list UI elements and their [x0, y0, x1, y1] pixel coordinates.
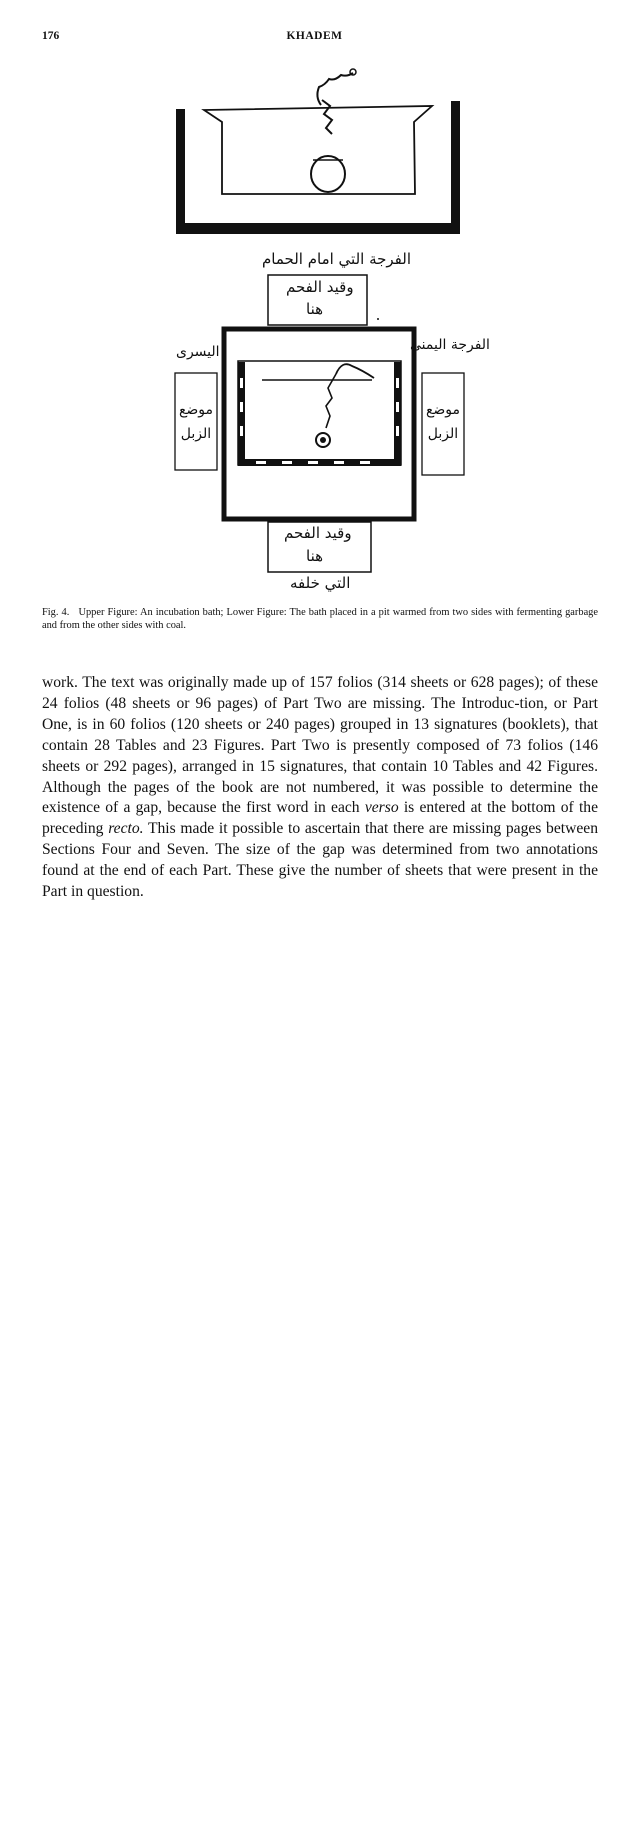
caption-text: Upper Figure: An incubation bath; Lower Figure: The bath placed in a pit warmed from two sides with fermenting garbage and from the other sides with coal. — [42, 607, 598, 631]
caption-number: Fig. 4. — [42, 607, 70, 618]
label-top-here: هنا — [306, 300, 324, 318]
label-top-opening: الفرجة التي امام الحمام — [262, 250, 411, 268]
figure-caption — [42, 606, 598, 632]
label-bottom-fire-box: وقيد الفحم — [284, 524, 352, 542]
label-right-dung: موضع الزبل — [425, 402, 461, 442]
label-right-side: الفرجة اليمنى — [410, 337, 490, 353]
label-left-side: اليسرى — [176, 344, 220, 360]
label-left-dung: موضع الزبل — [178, 402, 214, 442]
body-paragraph — [42, 673, 598, 903]
body-italic-recto: recto. — [108, 820, 144, 838]
body-text-3: This made it possible to ascertain that there are missing pages between Sections Four and Seven. The size of the gap was determined from two annotations found at the end of each Part. These give the number of sheets that were present in the Part in question. — [42, 820, 599, 901]
body-italic-verso: verso — [364, 799, 399, 817]
body-text-1: work. The text was originally made up of 157 folios (314 sheets or 628 pages); of these 24 folios (48 sheets or 96 pages) of Part Two are missing. The Introduc-tion, or Part One, is in 60 folios (120 sheets or 240 pages) grouped in 13 signatures (booklets), that contain 28 Tables and 23 Figures. Part Two is presently composed of 73 folios (146 sheets or 292 pages), arranged in 15 signatures, that contain 10 Tables and 42 Figures. Although the pages of the book are not numbered, it was possible to determine the existence of a gap, because the first word in each — [42, 674, 598, 817]
body-text-2: is entered at the bottom of the preceding — [42, 799, 599, 838]
label-bottom-here: هنا — [306, 547, 324, 565]
label-bottom-behind: التي خلفه — [290, 574, 351, 592]
label-top-fire-box: وقيد الفحم — [286, 278, 354, 296]
upper-figure — [176, 69, 460, 234]
page-number: 176 — [42, 30, 60, 42]
running-head: KHADEM — [286, 30, 343, 42]
figure-4 — [0, 0, 629, 600]
